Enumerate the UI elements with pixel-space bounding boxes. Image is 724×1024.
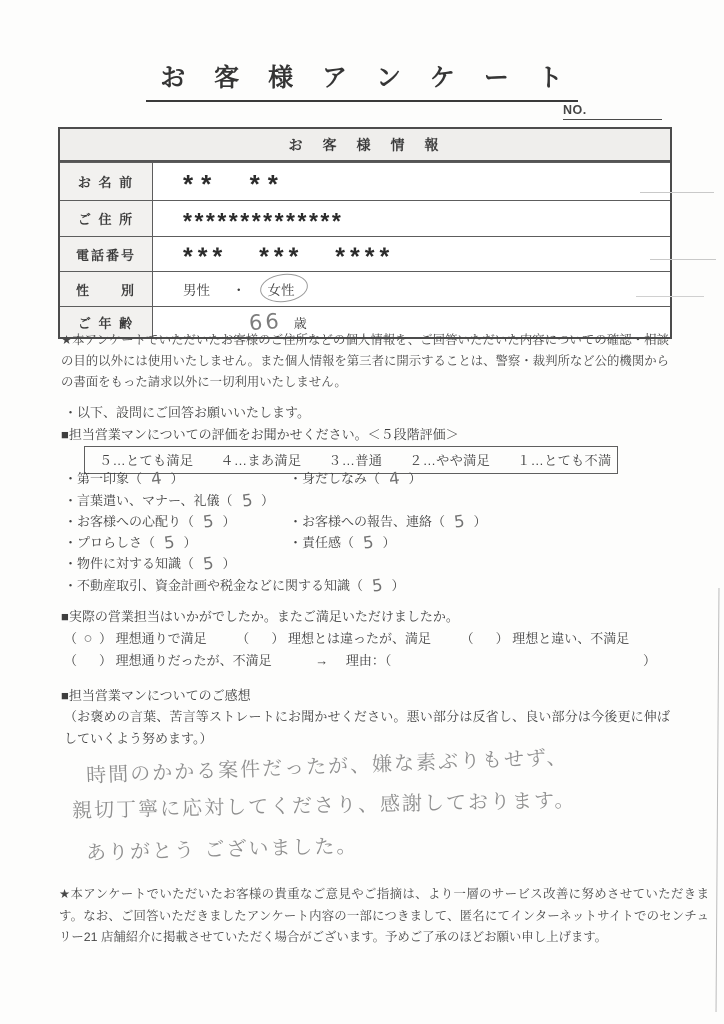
reason-close-paren: ） [643, 653, 657, 668]
row-address [60, 200, 670, 236]
gender-female: 女性 [267, 283, 295, 298]
paren-open: （ [350, 578, 364, 593]
q2-options-row-2 [64, 650, 391, 669]
title-wrap [0, 58, 724, 102]
paren-open: （ [64, 653, 78, 668]
page-title: お 客 様 ア ン ケ ー ト [146, 58, 578, 102]
handwritten-circle-mark [258, 271, 309, 305]
q3-heading: ■担当営業マンについてのご感想 [61, 688, 251, 703]
option-label: 理想とは違ったが、満足 [287, 631, 431, 646]
option-2 [236, 631, 434, 646]
gender-male: 男性 [183, 283, 210, 298]
paren-open: （ [367, 471, 381, 486]
rating-label: ・言葉遣い、マナー、礼儀 [64, 493, 220, 508]
reason-label: 理由：（ [345, 653, 392, 668]
paren-open: （ [460, 631, 474, 646]
paren-close: ） [271, 631, 285, 646]
paren-open: （ [64, 631, 78, 646]
rating-handwritten-value: 5 [370, 575, 384, 596]
paren-close: ） [261, 493, 275, 508]
rating-row-4 [64, 532, 396, 553]
rating-label: ・プロらしさ [64, 535, 143, 550]
row-phone [60, 236, 670, 271]
rating-label: ・責任感 [289, 535, 342, 550]
phone-value-cell [153, 237, 670, 271]
name-value: ** ** [183, 169, 286, 199]
gender-separator: ・ [232, 283, 246, 298]
option-handwritten-mark: ○ [82, 629, 94, 648]
rating-label: ・身だしなみ [289, 471, 368, 486]
arrow-glyph: → [315, 653, 329, 668]
paren-open: （ [341, 535, 355, 550]
rating-handwritten-value: 5 [162, 532, 176, 553]
rating-scale-legend: ５…とても満足 ４…まあ満足 ３…普通 ２…やや満足 １…とても不満 [84, 446, 618, 474]
handwritten-comment-line-3: ありがとう ございました。 [85, 833, 359, 865]
paren-close: ） [391, 578, 405, 593]
rating-label: ・お客様への心配り [64, 514, 182, 529]
handwritten-comment-line-1: 時間のかかる案件だったが、嫌な素ぶりもせず、 [85, 744, 569, 788]
gender-value-cell [153, 272, 670, 306]
paren-close: ） [473, 514, 487, 529]
survey-intro: ・以下、設問にご回答お願いいたします。 [64, 405, 310, 420]
option-1 [64, 631, 210, 646]
option-4 [64, 653, 275, 668]
paren-close: ） [170, 471, 184, 486]
rating-col2 [289, 532, 396, 551]
row-gender [60, 271, 670, 306]
rating-handwritten-value: 5 [240, 490, 254, 511]
paren-close: ） [495, 631, 509, 646]
scan-line-artifact [636, 296, 704, 297]
no-field [563, 103, 662, 120]
rating-label: ・不動産取引、資金計画や税金などに関する知識 [64, 578, 351, 593]
rating-col2 [289, 511, 487, 530]
rating-handwritten-value: 5 [361, 532, 375, 553]
customer-info-table [58, 127, 672, 339]
paren-close: ） [222, 514, 236, 529]
gender-label: 性 別 [60, 272, 153, 306]
rating-handwritten-value: 5 [201, 553, 215, 574]
handwritten-comment-line-2: 親切丁寧に応対してくださり、感謝しております。 [71, 787, 577, 823]
footer-note: ★本アンケートでいただいたお客様の貴重なご意見やご指摘は、より一層のサービス改善に努めさせていただきます。なお、ご回答いただきましたアンケート内容の一部につきまして、匿名にてインターネットサイトでのセンチュリー21 店舗紹介に掲載させていただく場合がございます。予めご了承のほどお願い申し上げます。 [59, 887, 709, 944]
paren-close: ） [382, 535, 396, 550]
paren-open: （ [181, 556, 195, 571]
paren-open: （ [142, 535, 156, 550]
paren-open: （ [432, 514, 446, 529]
option-label: 理想通りで満足 [115, 631, 207, 646]
no-label: NO. [563, 103, 587, 117]
paren-open: （ [129, 471, 143, 486]
paren-close: ） [99, 653, 113, 668]
rating-label: ・お客様への報告、連絡 [289, 514, 433, 529]
address-value-cell [153, 201, 670, 236]
option-label: 理想と違い、不満足 [512, 631, 630, 646]
customer-info-header: お 客 様 情 報 [60, 129, 670, 162]
name-label: お 名 前 [60, 163, 153, 200]
rating-col2 [289, 468, 422, 487]
gender-female-wrap [268, 279, 295, 299]
q1-heading: ■担当営業マンについての評価をお聞かせください。＜５段階評価＞ [61, 427, 459, 442]
paren-close: ） [222, 556, 236, 571]
rating-handwritten-value: 5 [201, 511, 215, 532]
rating-label: ・第一印象 [64, 471, 130, 486]
privacy-note: ★本アンケートでいただいたお客様のご住所などの個人情報を、ご回答いただいた内容についての確認・相談の目的以外には使用いたしません。また個人情報を第三者に開示することは、警察・裁判所など公的機関からの書面をもった請求以外に一切利用いたしません。 [61, 333, 669, 389]
address-value: ************** [183, 208, 344, 234]
phone-value: *** *** **** [183, 242, 395, 271]
rating-row-6 [64, 575, 405, 596]
paren-open: （ [181, 514, 195, 529]
option-3 [461, 631, 630, 646]
paren-open: （ [219, 493, 233, 508]
scan-line-artifact [650, 259, 716, 260]
paren-close: ） [408, 471, 422, 486]
paren-open: （ [236, 631, 250, 646]
q2-options-row-1 [64, 628, 655, 647]
rating-row-2 [64, 490, 274, 511]
age-suffix: 歳 [293, 315, 307, 331]
rating-handwritten-value: 4 [149, 468, 163, 489]
q3-subtext: （お褒めの言葉、苦言等ストレートにお聞かせください。悪い部分は反省し、良い部分は今後更に伸ばしていくよう努めます。） [64, 709, 670, 746]
rating-handwritten-value: 4 [387, 468, 401, 489]
row-name [60, 162, 670, 200]
name-value-cell [153, 163, 670, 200]
rating-handwritten-value: 5 [452, 511, 466, 532]
scan-line-artifact [640, 192, 714, 193]
rating-row-1 [64, 468, 422, 489]
phone-label: 電話番号 [60, 237, 153, 271]
rating-label: ・物件に対する知識 [64, 556, 182, 571]
rating-row-5 [64, 553, 236, 574]
rating-row-3 [64, 511, 487, 532]
age-label: ご 年 齢 [60, 307, 153, 337]
age-handwritten-value: 66 [248, 308, 283, 336]
scan-edge-line [716, 588, 720, 1012]
paren-close: ） [99, 631, 113, 646]
q2-heading: ■実際の営業担当はいかがでしたか。またご満足いただけましたか。 [61, 609, 459, 624]
address-label: ご 住 所 [60, 201, 153, 236]
option-label: 理想通りだったが、不満足 [115, 653, 272, 668]
paren-close: ） [183, 535, 197, 550]
